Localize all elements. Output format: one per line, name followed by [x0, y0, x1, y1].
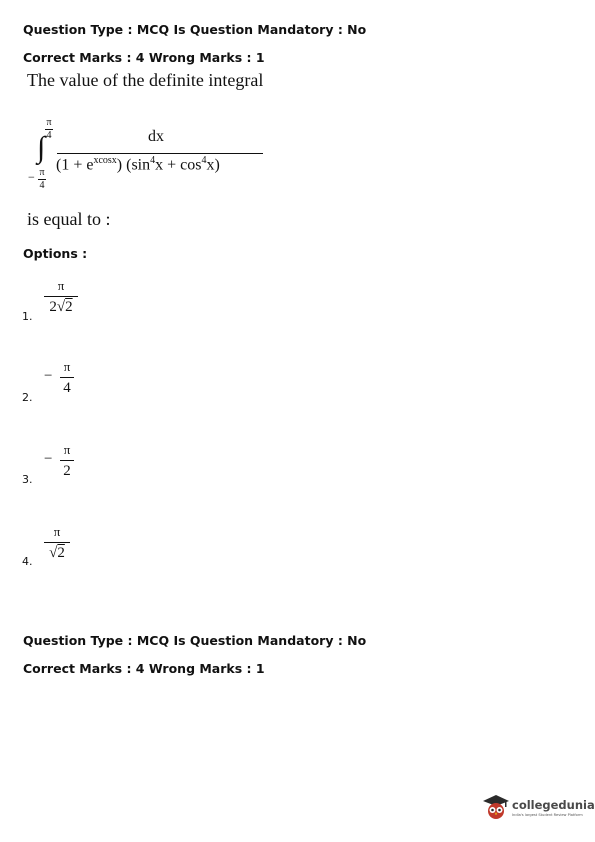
marks-line-2: Correct Marks : 4 Wrong Marks : 1: [23, 661, 265, 676]
denominator-coefficient: 2: [49, 299, 57, 315]
logo-wordmark: collegedunia: [512, 798, 595, 812]
option-1[interactable]: [0, 275, 595, 335]
fraction-bar: [44, 542, 70, 543]
question-stem: The value of the definite integral: [27, 70, 264, 90]
option-number: 1.: [22, 310, 33, 323]
fraction-denominator: [49, 299, 72, 315]
question-tail: is equal to :: [27, 209, 111, 229]
radicand: 2: [65, 299, 73, 315]
fraction-denominator: 4: [63, 380, 71, 396]
integral-sign-icon: ∫: [37, 131, 46, 164]
options-heading: Options :: [23, 246, 88, 261]
fraction-numerator: π: [63, 359, 71, 374]
den-part-3: x + cos: [155, 156, 202, 174]
integrand-denominator: [56, 155, 220, 174]
fraction-numerator: π: [63, 442, 71, 457]
option-3[interactable]: [0, 442, 595, 502]
definite-integral: [0, 0, 595, 200]
logo-tagline: India's largest Student Review Platform: [512, 813, 583, 817]
exponent: xcosx: [93, 155, 117, 166]
option-number: 3.: [22, 473, 33, 486]
option-sign: −: [44, 451, 53, 467]
fraction-bar: [44, 296, 78, 297]
upper-limit-num: π: [46, 117, 52, 128]
option-fraction: [60, 360, 74, 396]
den-part-1: (1 + e: [56, 156, 94, 174]
sqrt-icon: √2: [56, 299, 73, 315]
power-1: 4: [150, 155, 156, 166]
fraction-denominator: 2: [63, 463, 71, 479]
option-number: 2.: [22, 391, 33, 404]
integrand-fraction-bar: [57, 153, 263, 154]
lower-limit-den: 4: [39, 180, 45, 191]
fraction-numerator: π: [53, 524, 61, 539]
den-part-4: x): [206, 156, 220, 174]
power-2: 4: [201, 155, 207, 166]
option-number: 4.: [22, 555, 33, 568]
option-fraction: [44, 525, 70, 561]
option-2[interactable]: [0, 358, 595, 418]
den-part-2: ) (sin: [116, 156, 151, 174]
lower-limit-sign: −: [28, 170, 35, 184]
option-fraction: [60, 443, 74, 479]
upper-limit: [45, 118, 53, 141]
graduate-owl-icon: [482, 793, 510, 821]
fraction-numerator: π: [57, 278, 65, 293]
marks-line: Correct Marks : 4 Wrong Marks : 1: [23, 50, 265, 65]
upper-limit-den: 4: [46, 130, 52, 141]
fraction-bar: [60, 460, 74, 461]
fraction-bar: [60, 377, 74, 378]
option-4[interactable]: [0, 522, 595, 582]
lower-limit-num: π: [39, 167, 45, 178]
sqrt-icon: √2: [49, 545, 65, 561]
option-sign: −: [44, 368, 53, 384]
lower-limit: [38, 168, 46, 191]
integrand-numerator: dx: [148, 128, 164, 145]
question-type-line-2: Question Type : MCQ Is Question Mandatory : No: [23, 633, 367, 648]
radicand: 2: [57, 545, 65, 561]
collegedunia-logo: [482, 793, 595, 823]
question-type-line: Question Type : MCQ Is Question Mandatory : No: [23, 22, 367, 37]
option-fraction: [44, 279, 78, 315]
